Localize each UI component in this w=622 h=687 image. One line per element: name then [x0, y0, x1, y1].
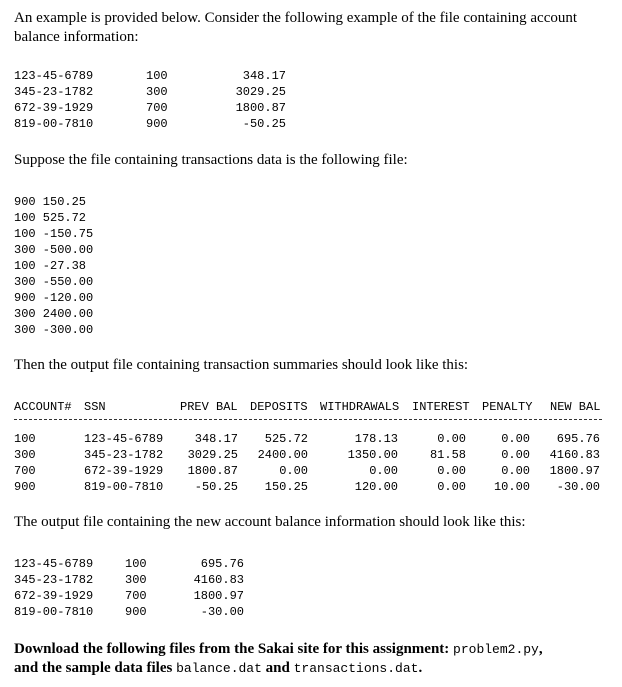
newbal-amount: -30.00	[200, 605, 244, 619]
header-new-bal: NEW BAL	[550, 400, 601, 414]
cell-prev-bal: 3029.25	[187, 448, 238, 462]
download-comma: ,	[538, 641, 543, 657]
cell-interest: 0.00	[437, 464, 466, 478]
file-transactions: transactions.dat	[293, 661, 419, 676]
balance-account: 900	[146, 117, 168, 131]
download-suffix: .	[418, 660, 423, 676]
newbal-account: 700	[125, 589, 147, 603]
cell-deposits: 525.72	[264, 432, 308, 446]
cell-account: 900	[14, 480, 36, 494]
cell-new-bal: -30.00	[556, 480, 600, 494]
summary-intro: Then the output file containing transaction summaries should look like this:	[14, 357, 469, 373]
cell-penalty: 0.00	[501, 448, 530, 462]
newbal-amount: 695.76	[200, 557, 244, 571]
cell-interest: 0.00	[437, 480, 466, 494]
file-balance: balance.dat	[176, 661, 262, 676]
cell-ssn: 123-45-6789	[84, 432, 164, 446]
download-prefix: Download the following files from the Sakai site for this assignment:	[14, 641, 454, 657]
balance-ssn: 123-45-6789	[14, 69, 94, 83]
newbal-account: 900	[125, 605, 147, 619]
balance-amount: 348.17	[242, 69, 286, 83]
newbal-ssn: 819-00-7810	[14, 605, 94, 619]
cell-ssn: 672-39-1929	[84, 464, 164, 478]
cell-new-bal: 4160.83	[549, 448, 600, 462]
balance-account: 100	[146, 69, 168, 83]
cell-account: 700	[14, 464, 36, 478]
balance-account: 300	[146, 85, 168, 99]
cell-deposits: 0.00	[279, 464, 308, 478]
newbal-intro: The output file containing the new account balance information should look like this:	[14, 514, 526, 530]
balance-account: 700	[146, 101, 168, 115]
newbal-account: 300	[125, 573, 147, 587]
cell-account: 300	[14, 448, 36, 462]
cell-withdrawals: 178.13	[354, 432, 398, 446]
newbal-amount: 4160.83	[193, 573, 244, 587]
transaction-line: 300 -550.00	[14, 275, 94, 289]
header-ssn: SSN	[84, 400, 106, 414]
transaction-line: 300 -300.00	[14, 323, 94, 337]
header-prev-bal: PREV BAL	[180, 400, 238, 414]
cell-withdrawals: 120.00	[354, 480, 398, 494]
file-problem2: problem2.py	[453, 642, 539, 657]
cell-interest: 81.58	[429, 448, 466, 462]
header-divider	[14, 419, 602, 420]
transaction-line: 100 525.72	[14, 211, 87, 225]
newbal-ssn: 123-45-6789	[14, 557, 94, 571]
balance-amount: 3029.25	[235, 85, 286, 99]
cell-deposits: 150.25	[264, 480, 308, 494]
cell-account: 100	[14, 432, 36, 446]
newbal-account: 100	[125, 557, 147, 571]
cell-penalty: 0.00	[501, 432, 530, 446]
newbal-amount: 1800.97	[193, 589, 244, 603]
balance-ssn: 672-39-1929	[14, 101, 94, 115]
transaction-line: 900 150.25	[14, 195, 87, 209]
header-penalty: PENALTY	[482, 400, 533, 414]
intro-paragraph: An example is provided below. Consider the following example of the file containing account balance information:	[14, 10, 578, 45]
cell-new-bal: 1800.97	[549, 464, 600, 478]
header-account: ACCOUNT#	[14, 400, 72, 414]
balance-ssn: 819-00-7810	[14, 117, 94, 131]
cell-penalty: 10.00	[493, 480, 530, 494]
download-instructions	[14, 640, 614, 678]
balance-amount: 1800.87	[235, 101, 286, 115]
cell-prev-bal: 348.17	[194, 432, 238, 446]
cell-prev-bal: -50.25	[194, 480, 238, 494]
cell-new-bal: 695.76	[556, 432, 600, 446]
download-and: and	[261, 660, 294, 676]
transactions-intro: Suppose the file containing transactions data is the following file:	[14, 152, 408, 168]
cell-withdrawals: 0.00	[369, 464, 398, 478]
header-interest: INTEREST	[412, 400, 470, 414]
header-deposits: DEPOSITS	[250, 400, 308, 414]
cell-ssn: 345-23-1782	[84, 448, 164, 462]
newbal-ssn: 345-23-1782	[14, 573, 94, 587]
cell-interest: 0.00	[437, 432, 466, 446]
cell-penalty: 0.00	[501, 464, 530, 478]
cell-deposits: 2400.00	[257, 448, 308, 462]
transaction-line: 300 -500.00	[14, 243, 94, 257]
transaction-line: 100 -27.38	[14, 259, 87, 273]
balance-ssn: 345-23-1782	[14, 85, 94, 99]
transaction-line: 300 2400.00	[14, 307, 94, 321]
newbal-ssn: 672-39-1929	[14, 589, 94, 603]
header-withdrawals: WITHDRAWALS	[320, 400, 400, 414]
transaction-line: 900 -120.00	[14, 291, 94, 305]
cell-ssn: 819-00-7810	[84, 480, 164, 494]
cell-withdrawals: 1350.00	[347, 448, 398, 462]
download-line2-prefix: and the sample data files	[14, 660, 177, 676]
transaction-line: 100 -150.75	[14, 227, 94, 241]
balance-amount: -50.25	[242, 117, 286, 131]
cell-prev-bal: 1800.87	[187, 464, 238, 478]
